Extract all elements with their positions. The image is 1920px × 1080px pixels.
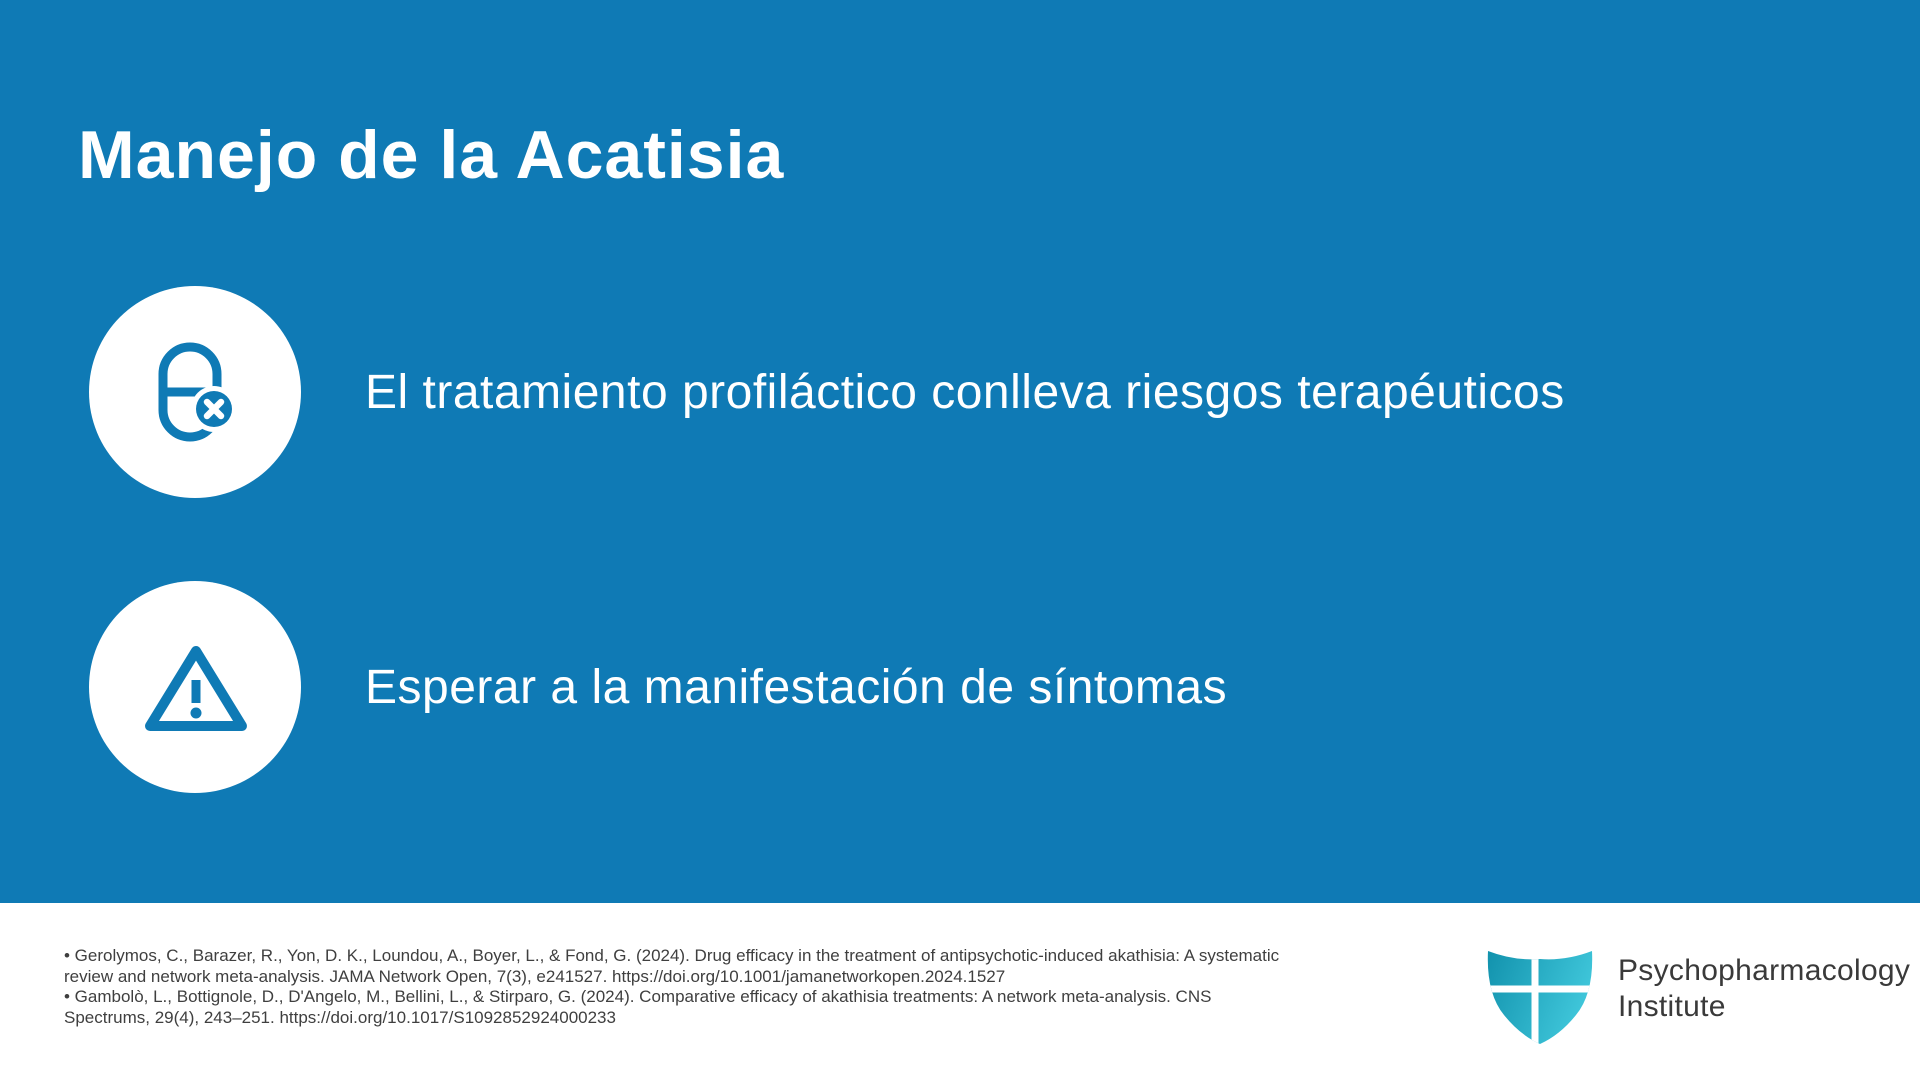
citations: [64, 946, 1279, 1028]
brand-name-line2: Institute: [1618, 990, 1726, 1023]
brand-name-line1: Psychopharmacology: [1618, 954, 1911, 987]
citation-line: • Gerolymos, C., Barazer, R., Yon, D. K., Loundou, A., Boyer, L., & Fond, G. (2024). Drug efficacy in the treatment of antipsychotic-induced akathisia: A systematic: [64, 946, 1280, 965]
warning-triangle-icon: [89, 581, 301, 793]
shield-cross-icon: [1484, 943, 1596, 1047]
citation-line: review and network meta-analysis. JAMA Network Open, 7(3), e241527. https://doi.org/10.1001/jamanetworkopen.2024.1527: [64, 966, 1006, 986]
citation-line: • Gambolò, L., Bottignole, D., D'Angelo, M., Bellini, L., & Stirparo, G. (2024). Comparative efficacy of akathisia treatments: A network meta-analysis. CNS: [64, 987, 1212, 1006]
brand-logo: [1484, 943, 1910, 1047]
pill-crossed-icon: [89, 286, 301, 498]
icon-circle: [89, 286, 301, 498]
brand-name: [1618, 953, 1910, 1025]
icon-circle: [89, 581, 301, 793]
item-text: El tratamiento profiláctico conlleva riesgos terapéuticos: [365, 365, 1565, 419]
list-item: [0, 286, 1920, 498]
item-text: Esperar a la manifestación de síntomas: [365, 660, 1228, 714]
page-title: Manejo de la Acatisia: [78, 116, 785, 193]
list-item: [0, 581, 1920, 793]
footer: [0, 903, 1920, 1080]
citation-line: Spectrums, 29(4), 243–251. https://doi.org/10.1017/S1092852924000233: [64, 1007, 616, 1027]
